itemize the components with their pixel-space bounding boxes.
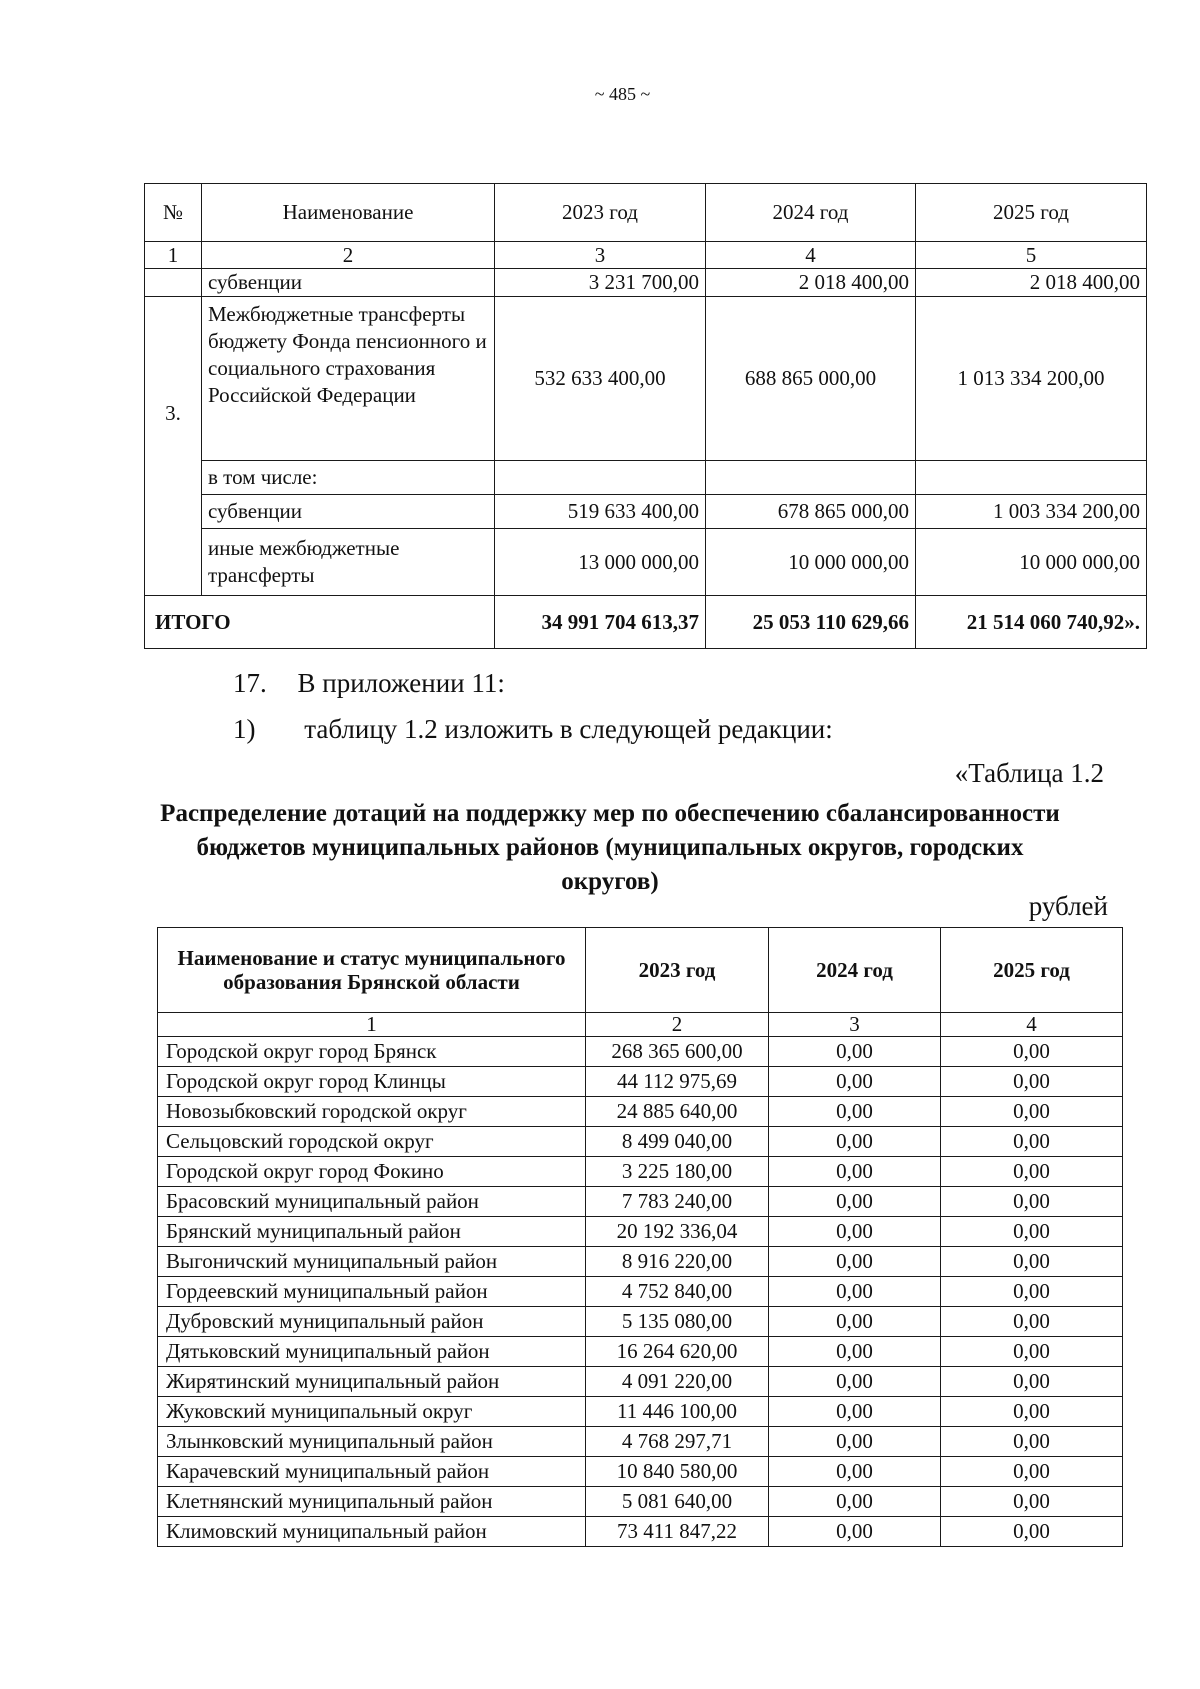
table1-cell-empty xyxy=(916,461,1147,495)
cell-2025: 0,00 xyxy=(941,1037,1123,1067)
table1-row-name: субвенции xyxy=(202,495,495,529)
cell-2024: 0,00 xyxy=(769,1277,941,1307)
table1-cell-2024: 678 865 000,00 xyxy=(706,495,916,529)
table1-total-2023: 34 991 704 613,37 xyxy=(495,596,706,649)
paragraph-17-number: 17. xyxy=(233,668,267,698)
cell-2025: 0,00 xyxy=(941,1397,1123,1427)
table2-header-row xyxy=(158,928,1123,1013)
table1-cell-empty xyxy=(145,269,202,297)
table1-header-number: № xyxy=(145,184,202,242)
table-row xyxy=(158,1157,1123,1187)
row-name: Жирятинский муниципальный район xyxy=(158,1367,586,1397)
cell-2024: 0,00 xyxy=(769,1397,941,1427)
row-name: Карачевский муниципальный район xyxy=(158,1457,586,1487)
row-name: Сельцовский городской округ xyxy=(158,1127,586,1157)
table1-row-other-transfers xyxy=(145,529,1147,596)
row-name: Дубровский муниципальный район xyxy=(158,1307,586,1337)
table-row xyxy=(158,1457,1123,1487)
row-name: Злынковский муниципальный район xyxy=(158,1427,586,1457)
cell-2024: 0,00 xyxy=(769,1127,941,1157)
table-row xyxy=(158,1427,1123,1457)
cell-2023: 4 752 840,00 xyxy=(586,1277,769,1307)
table1-colnum: 3 xyxy=(495,242,706,269)
cell-2024: 0,00 xyxy=(769,1097,941,1127)
table2-header-2024: 2024 год xyxy=(769,928,941,1013)
cell-2024: 0,00 xyxy=(769,1487,941,1517)
table1-colnum: 4 xyxy=(706,242,916,269)
cell-2023: 7 783 240,00 xyxy=(586,1187,769,1217)
cell-2023: 44 112 975,69 xyxy=(586,1067,769,1097)
table1-cell-2023: 3 231 700,00 xyxy=(495,269,706,297)
table1-header-name: Наименование xyxy=(202,184,495,242)
cell-2024: 0,00 xyxy=(769,1307,941,1337)
row-name: Городской округ город Фокино xyxy=(158,1157,586,1187)
table1-total-label: ИТОГО xyxy=(145,596,495,649)
table-row xyxy=(158,1277,1123,1307)
subsidies-distribution-table xyxy=(157,927,1123,1547)
cell-2024: 0,00 xyxy=(769,1157,941,1187)
table2-colnum: 1 xyxy=(158,1013,586,1037)
row-name: Брасовский муниципальный район xyxy=(158,1187,586,1217)
cell-2023: 4 768 297,71 xyxy=(586,1427,769,1457)
paragraph-1-text: таблицу 1.2 изложить в следующей редакции: xyxy=(304,714,833,744)
row-name: Гордеевский муниципальный район xyxy=(158,1277,586,1307)
table1-cell-empty xyxy=(706,461,916,495)
table1-colnum: 5 xyxy=(916,242,1147,269)
table2-header-2025: 2025 год xyxy=(941,928,1123,1013)
row-name: Дятьковский муниципальный район xyxy=(158,1337,586,1367)
table-row xyxy=(158,1367,1123,1397)
table1-cell-2024: 2 018 400,00 xyxy=(706,269,916,297)
table-row xyxy=(158,1247,1123,1277)
table1-cell-2024: 688 865 000,00 xyxy=(706,297,916,461)
row-name: Городской округ город Клинцы xyxy=(158,1067,586,1097)
table-row xyxy=(158,1067,1123,1097)
cell-2025: 0,00 xyxy=(941,1277,1123,1307)
table1-total-row xyxy=(145,596,1147,649)
table2-body xyxy=(158,1037,1123,1547)
paragraph-1 xyxy=(233,714,833,745)
table1-row-name: Межбюджетные трансферты бюджету Фонда пенсионного и социального страхования Российской Федерации xyxy=(202,297,495,461)
table2-header-name: Наименование и статус муниципального образования Брянской области xyxy=(158,928,586,1013)
table1-row-including xyxy=(145,461,1147,495)
table1-cell-2025: 10 000 000,00 xyxy=(916,529,1147,596)
table-row xyxy=(158,1397,1123,1427)
budget-transfers-table xyxy=(144,183,1147,649)
page-number: ~ 485 ~ xyxy=(594,84,651,104)
table-row xyxy=(158,1487,1123,1517)
row-name: Брянский муниципальный район xyxy=(158,1217,586,1247)
paragraph-1-number: 1) xyxy=(233,714,256,744)
cell-2023: 4 091 220,00 xyxy=(586,1367,769,1397)
row-name: Климовский муниципальный район xyxy=(158,1517,586,1547)
cell-2023: 5 135 080,00 xyxy=(586,1307,769,1337)
paragraph-17 xyxy=(233,668,505,699)
paragraph-17-text: В приложении 11: xyxy=(297,668,505,698)
cell-2023: 11 446 100,00 xyxy=(586,1397,769,1427)
table1-cell-2025: 1 003 334 200,00 xyxy=(916,495,1147,529)
cell-2024: 0,00 xyxy=(769,1427,941,1457)
cell-2025: 0,00 xyxy=(941,1457,1123,1487)
table1-row-name: иные межбюджетные трансферты xyxy=(202,529,495,596)
cell-2025: 0,00 xyxy=(941,1427,1123,1457)
table1-header-2025: 2025 год xyxy=(916,184,1147,242)
cell-2024: 0,00 xyxy=(769,1187,941,1217)
table2-colnum: 3 xyxy=(769,1013,941,1037)
table-label: «Таблица 1.2 xyxy=(954,758,1104,788)
cell-2025: 0,00 xyxy=(941,1487,1123,1517)
table2-column-numbers xyxy=(158,1013,1123,1037)
table1-cell-2023: 532 633 400,00 xyxy=(495,297,706,461)
table-row xyxy=(158,1337,1123,1367)
table1-header-row xyxy=(145,184,1147,242)
cell-2023: 8 916 220,00 xyxy=(586,1247,769,1277)
table1-row-subventions-top xyxy=(145,269,1147,297)
table1-row-name: в том числе: xyxy=(202,461,495,495)
table1-column-numbers xyxy=(145,242,1147,269)
table1-row-section3 xyxy=(145,297,1147,461)
table-row xyxy=(158,1097,1123,1127)
cell-2025: 0,00 xyxy=(941,1517,1123,1547)
cell-2025: 0,00 xyxy=(941,1157,1123,1187)
cell-2023: 73 411 847,22 xyxy=(586,1517,769,1547)
cell-2024: 0,00 xyxy=(769,1067,941,1097)
cell-2023: 5 081 640,00 xyxy=(586,1487,769,1517)
table1-cell-2023: 519 633 400,00 xyxy=(495,495,706,529)
cell-2025: 0,00 xyxy=(941,1247,1123,1277)
table2-colnum: 2 xyxy=(586,1013,769,1037)
cell-2024: 0,00 xyxy=(769,1337,941,1367)
cell-2025: 0,00 xyxy=(941,1127,1123,1157)
table2-colnum: 4 xyxy=(941,1013,1123,1037)
row-name: Выгоничский муниципальный район xyxy=(158,1247,586,1277)
table1-header-2023: 2023 год xyxy=(495,184,706,242)
cell-2024: 0,00 xyxy=(769,1367,941,1397)
table1-cell-2025: 2 018 400,00 xyxy=(916,269,1147,297)
cell-2023: 24 885 640,00 xyxy=(586,1097,769,1127)
table1-cell-empty xyxy=(495,461,706,495)
row-name: Городской округ город Брянск xyxy=(158,1037,586,1067)
table-title: Распределение дотаций на поддержку мер по обеспечению сбалансированности бюджетов муниципальных районов (муниципальных округов, городских округов) xyxy=(160,800,1060,895)
cell-2023: 10 840 580,00 xyxy=(586,1457,769,1487)
table1-cell-2024: 10 000 000,00 xyxy=(706,529,916,596)
table-row xyxy=(158,1217,1123,1247)
table1-cell-2023: 13 000 000,00 xyxy=(495,529,706,596)
table-row xyxy=(158,1037,1123,1067)
cell-2023: 16 264 620,00 xyxy=(586,1337,769,1367)
cell-2023: 3 225 180,00 xyxy=(586,1157,769,1187)
cell-2024: 0,00 xyxy=(769,1217,941,1247)
table1-section-number: 3. xyxy=(145,297,202,596)
table1-row-name: субвенции xyxy=(202,269,495,297)
table1-colnum: 1 xyxy=(145,242,202,269)
table1-row-subventions xyxy=(145,495,1147,529)
cell-2024: 0,00 xyxy=(769,1457,941,1487)
cell-2023: 8 499 040,00 xyxy=(586,1127,769,1157)
table1-total-2025: 21 514 060 740,92». xyxy=(916,596,1147,649)
cell-2024: 0,00 xyxy=(769,1517,941,1547)
table2-header-2023: 2023 год xyxy=(586,928,769,1013)
cell-2024: 0,00 xyxy=(769,1037,941,1067)
cell-2025: 0,00 xyxy=(941,1187,1123,1217)
row-name: Жуковский муниципальный округ xyxy=(158,1397,586,1427)
row-name: Новозыбковский городской округ xyxy=(158,1097,586,1127)
table1-colnum: 2 xyxy=(202,242,495,269)
cell-2025: 0,00 xyxy=(941,1217,1123,1247)
cell-2025: 0,00 xyxy=(941,1067,1123,1097)
cell-2023: 268 365 600,00 xyxy=(586,1037,769,1067)
cell-2025: 0,00 xyxy=(941,1097,1123,1127)
table-row xyxy=(158,1307,1123,1337)
table1-header-2024: 2024 год xyxy=(706,184,916,242)
cell-2023: 20 192 336,04 xyxy=(586,1217,769,1247)
table1-total-2024: 25 053 110 629,66 xyxy=(706,596,916,649)
units-label: рублей xyxy=(1028,891,1108,921)
table-row xyxy=(158,1127,1123,1157)
cell-2025: 0,00 xyxy=(941,1337,1123,1367)
cell-2024: 0,00 xyxy=(769,1247,941,1277)
cell-2025: 0,00 xyxy=(941,1367,1123,1397)
table-row xyxy=(158,1517,1123,1547)
table1-cell-2025: 1 013 334 200,00 xyxy=(916,297,1147,461)
table-row xyxy=(158,1187,1123,1217)
cell-2025: 0,00 xyxy=(941,1307,1123,1337)
row-name: Клетнянский муниципальный район xyxy=(158,1487,586,1517)
